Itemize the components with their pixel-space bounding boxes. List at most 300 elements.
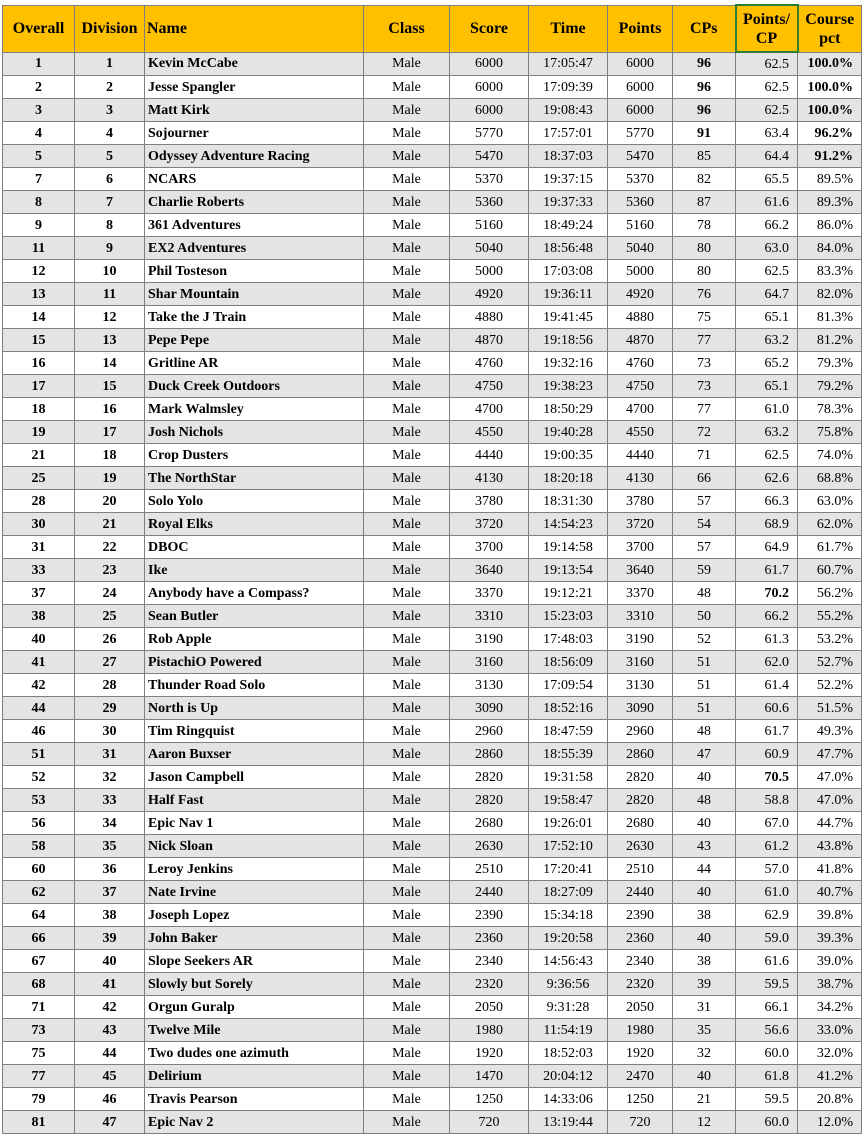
points-cell: 2960 [608,720,673,743]
cps-cell: 40 [673,1065,736,1088]
points-per-cp-cell: 56.6 [736,1019,798,1042]
class-cell: Male [364,812,450,835]
points-cell: 5470 [608,145,673,168]
cps-cell: 96 [673,76,736,99]
points-per-cp-cell: 61.0 [736,881,798,904]
overall-cell: 53 [3,789,75,812]
points-cell: 2860 [608,743,673,766]
time-cell: 13:19:44 [529,1111,608,1134]
points-cell: 1980 [608,1019,673,1042]
course-pct-cell: 39.0% [798,950,862,973]
table-row[interactable] [3,1042,862,1065]
table-row[interactable] [3,904,862,927]
name-cell: EX2 Adventures [145,237,364,260]
name-cell: Solo Yolo [145,490,364,513]
points-per-cp-cell: 61.8 [736,1065,798,1088]
name-cell: NCARS [145,168,364,191]
score-cell: 1920 [450,1042,529,1065]
points-per-cp-cell: 59.5 [736,1088,798,1111]
table-row[interactable] [3,283,862,306]
points-per-cp-cell: 61.7 [736,559,798,582]
name-cell: Mark Walmsley [145,398,364,421]
points-per-cp-cell: 58.8 [736,789,798,812]
class-cell: Male [364,214,450,237]
table-row[interactable] [3,651,862,674]
table-row[interactable] [3,122,862,145]
course-pct-cell: 96.2% [798,122,862,145]
name-cell: Charlie Roberts [145,191,364,214]
cps-cell: 43 [673,835,736,858]
table-row[interactable] [3,168,862,191]
class-cell: Male [364,306,450,329]
score-cell: 5370 [450,168,529,191]
course-pct-cell: 39.8% [798,904,862,927]
points-per-cp-cell: 65.1 [736,375,798,398]
name-cell: Orgun Guralp [145,996,364,1019]
time-cell: 18:31:30 [529,490,608,513]
course-pct-cell: 34.2% [798,996,862,1019]
score-cell: 2390 [450,904,529,927]
overall-cell: 56 [3,812,75,835]
score-cell: 2360 [450,927,529,950]
overall-cell: 4 [3,122,75,145]
cps-cell: 12 [673,1111,736,1134]
cps-cell: 52 [673,628,736,651]
course-pct-cell: 100.0% [798,52,862,76]
table-row[interactable] [3,789,862,812]
points-cell: 720 [608,1111,673,1134]
cps-cell: 78 [673,214,736,237]
table-row[interactable] [3,697,862,720]
table-row[interactable] [3,99,862,122]
points-per-cp-cell: 62.5 [736,76,798,99]
time-cell: 19:18:56 [529,329,608,352]
points-per-cp-cell: 61.7 [736,720,798,743]
table-row[interactable] [3,398,862,421]
points-per-cp-cell: 63.2 [736,329,798,352]
class-cell: Male [364,168,450,191]
cps-cell: 57 [673,536,736,559]
division-cell: 22 [75,536,145,559]
overall-cell: 58 [3,835,75,858]
overall-cell: 75 [3,1042,75,1065]
table-row[interactable] [3,237,862,260]
cps-cell: 31 [673,996,736,1019]
table-row[interactable] [3,1019,862,1042]
header-points[interactable]: Points [608,5,673,52]
course-pct-cell: 43.8% [798,835,862,858]
cps-cell: 40 [673,881,736,904]
name-cell: Josh Nichols [145,421,364,444]
points-cell: 1250 [608,1088,673,1111]
table-row[interactable] [3,835,862,858]
table-row[interactable] [3,674,862,697]
score-cell: 1470 [450,1065,529,1088]
class-cell: Male [364,605,450,628]
name-cell: Pepe Pepe [145,329,364,352]
overall-cell: 12 [3,260,75,283]
overall-cell: 15 [3,329,75,352]
cps-cell: 51 [673,651,736,674]
points-cell: 5770 [608,122,673,145]
points-cell: 3190 [608,628,673,651]
table-row[interactable] [3,559,862,582]
overall-cell: 52 [3,766,75,789]
points-per-cp-cell: 61.6 [736,950,798,973]
cps-cell: 77 [673,329,736,352]
cps-cell: 77 [673,398,736,421]
name-cell: Ike [145,559,364,582]
name-cell: Rob Apple [145,628,364,651]
course-pct-cell: 84.0% [798,237,862,260]
points-per-cp-cell: 63.4 [736,122,798,145]
table-row[interactable] [3,191,862,214]
division-cell: 13 [75,329,145,352]
table-row[interactable] [3,1111,862,1134]
time-cell: 18:52:03 [529,1042,608,1065]
table-row[interactable] [3,950,862,973]
time-cell: 17:09:54 [529,674,608,697]
course-pct-cell: 47.7% [798,743,862,766]
class-cell: Male [364,1042,450,1065]
course-pct-cell: 63.0% [798,490,862,513]
score-cell: 2440 [450,881,529,904]
header-division[interactable]: Division [75,5,145,52]
cps-cell: 38 [673,950,736,973]
table-row[interactable] [3,720,862,743]
table-row[interactable] [3,881,862,904]
name-cell: Shar Mountain [145,283,364,306]
course-pct-cell: 75.8% [798,421,862,444]
time-cell: 19:13:54 [529,559,608,582]
cps-cell: 80 [673,237,736,260]
points-cell: 4750 [608,375,673,398]
time-cell: 9:36:56 [529,973,608,996]
overall-cell: 38 [3,605,75,628]
score-cell: 3720 [450,513,529,536]
points-cell: 5160 [608,214,673,237]
points-cell: 4700 [608,398,673,421]
score-cell: 2680 [450,812,529,835]
overall-cell: 40 [3,628,75,651]
score-cell: 4870 [450,329,529,352]
overall-cell: 81 [3,1111,75,1134]
header-points-per-cp[interactable]: Points/ CP [736,5,798,52]
division-cell: 16 [75,398,145,421]
division-cell: 46 [75,1088,145,1111]
time-cell: 20:04:12 [529,1065,608,1088]
name-cell: Epic Nav 1 [145,812,364,835]
score-cell: 720 [450,1111,529,1134]
course-pct-cell: 33.0% [798,1019,862,1042]
points-cell: 2340 [608,950,673,973]
time-cell: 18:20:18 [529,467,608,490]
score-cell: 3370 [450,582,529,605]
time-cell: 15:34:18 [529,904,608,927]
points-cell: 6000 [608,76,673,99]
course-pct-cell: 20.8% [798,1088,862,1111]
table-row[interactable] [3,352,862,375]
division-cell: 39 [75,927,145,950]
cps-cell: 40 [673,927,736,950]
class-cell: Male [364,835,450,858]
overall-cell: 73 [3,1019,75,1042]
cps-cell: 48 [673,720,736,743]
time-cell: 19:40:28 [529,421,608,444]
cps-cell: 73 [673,352,736,375]
division-cell: 25 [75,605,145,628]
division-cell: 26 [75,628,145,651]
overall-cell: 14 [3,306,75,329]
time-cell: 14:56:43 [529,950,608,973]
header-course-pct[interactable]: Course pct [798,5,862,52]
points-cell: 4130 [608,467,673,490]
class-cell: Male [364,375,450,398]
division-cell: 43 [75,1019,145,1042]
overall-cell: 46 [3,720,75,743]
division-cell: 9 [75,237,145,260]
division-cell: 42 [75,996,145,1019]
course-pct-cell: 78.3% [798,398,862,421]
division-cell: 35 [75,835,145,858]
class-cell: Male [364,927,450,950]
cps-cell: 57 [673,490,736,513]
header-time[interactable]: Time [529,5,608,52]
table-row[interactable] [3,766,862,789]
header-name[interactable]: Name [145,5,364,52]
table-row[interactable] [3,536,862,559]
table-row[interactable] [3,1088,862,1111]
table-row[interactable] [3,306,862,329]
points-per-cp-cell: 62.5 [736,52,798,76]
cps-cell: 35 [673,1019,736,1042]
class-cell: Male [364,743,450,766]
name-cell: DBOC [145,536,364,559]
points-per-cp-cell: 65.5 [736,168,798,191]
division-cell: 32 [75,766,145,789]
division-cell: 40 [75,950,145,973]
division-cell: 29 [75,697,145,720]
name-cell: Royal Elks [145,513,364,536]
table-row[interactable] [3,375,862,398]
cps-cell: 72 [673,421,736,444]
course-pct-cell: 79.2% [798,375,862,398]
points-per-cp-cell: 62.6 [736,467,798,490]
points-cell: 2470 [608,1065,673,1088]
score-cell: 5160 [450,214,529,237]
points-per-cp-cell: 61.0 [736,398,798,421]
points-per-cp-cell: 63.2 [736,421,798,444]
points-per-cp-cell: 61.3 [736,628,798,651]
header-cps[interactable]: CPs [673,5,736,52]
score-cell: 2510 [450,858,529,881]
time-cell: 17:09:39 [529,76,608,99]
division-cell: 45 [75,1065,145,1088]
points-cell: 2680 [608,812,673,835]
name-cell: Odyssey Adventure Racing [145,145,364,168]
overall-cell: 64 [3,904,75,927]
class-cell: Male [364,513,450,536]
time-cell: 17:03:08 [529,260,608,283]
header-class[interactable]: Class [364,5,450,52]
division-cell: 2 [75,76,145,99]
header-score[interactable]: Score [450,5,529,52]
class-cell: Male [364,52,450,76]
table-row[interactable] [3,490,862,513]
score-cell: 3310 [450,605,529,628]
points-per-cp-cell: 63.0 [736,237,798,260]
course-pct-cell: 12.0% [798,1111,862,1134]
table-row[interactable] [3,628,862,651]
class-cell: Male [364,467,450,490]
course-pct-cell: 83.3% [798,260,862,283]
table-row[interactable] [3,973,862,996]
class-cell: Male [364,76,450,99]
table-row[interactable] [3,582,862,605]
time-cell: 18:55:39 [529,743,608,766]
class-cell: Male [364,444,450,467]
table-row[interactable] [3,214,862,237]
points-per-cp-cell: 61.2 [736,835,798,858]
points-per-cp-cell: 68.9 [736,513,798,536]
division-cell: 38 [75,904,145,927]
overall-cell: 66 [3,927,75,950]
course-pct-cell: 79.3% [798,352,862,375]
time-cell: 17:20:41 [529,858,608,881]
score-cell: 5470 [450,145,529,168]
overall-cell: 17 [3,375,75,398]
points-per-cp-cell: 61.4 [736,674,798,697]
class-cell: Male [364,122,450,145]
points-per-cp-cell: 59.0 [736,927,798,950]
table-row[interactable] [3,329,862,352]
table-row[interactable] [3,1065,862,1088]
points-per-cp-cell: 60.6 [736,697,798,720]
table-row[interactable] [3,996,862,1019]
table-row[interactable] [3,52,862,76]
points-per-cp-cell: 64.9 [736,536,798,559]
overall-cell: 77 [3,1065,75,1088]
points-per-cp-cell: 59.5 [736,973,798,996]
time-cell: 19:38:23 [529,375,608,398]
points-per-cp-cell: 64.4 [736,145,798,168]
points-cell: 3720 [608,513,673,536]
time-cell: 19:00:35 [529,444,608,467]
table-row[interactable] [3,812,862,835]
table-row[interactable] [3,145,862,168]
class-cell: Male [364,1065,450,1088]
division-cell: 4 [75,122,145,145]
table-row[interactable] [3,927,862,950]
time-cell: 19:32:16 [529,352,608,375]
division-cell: 36 [75,858,145,881]
course-pct-cell: 68.8% [798,467,862,490]
points-cell: 2320 [608,973,673,996]
class-cell: Male [364,145,450,168]
points-cell: 4550 [608,421,673,444]
course-pct-cell: 49.3% [798,720,862,743]
points-cell: 5360 [608,191,673,214]
division-cell: 8 [75,214,145,237]
table-row[interactable] [3,513,862,536]
division-cell: 23 [75,559,145,582]
cps-cell: 21 [673,1088,736,1111]
score-cell: 3640 [450,559,529,582]
overall-cell: 42 [3,674,75,697]
class-cell: Male [364,996,450,1019]
overall-cell: 79 [3,1088,75,1111]
overall-cell: 21 [3,444,75,467]
name-cell: Travis Pearson [145,1088,364,1111]
course-pct-cell: 91.2% [798,145,862,168]
class-cell: Male [364,1111,450,1134]
division-cell: 14 [75,352,145,375]
name-cell: Jason Campbell [145,766,364,789]
points-per-cp-cell: 60.0 [736,1042,798,1065]
score-cell: 3780 [450,490,529,513]
points-cell: 4920 [608,283,673,306]
cps-cell: 96 [673,99,736,122]
overall-cell: 62 [3,881,75,904]
division-cell: 47 [75,1111,145,1134]
table-row[interactable] [3,444,862,467]
time-cell: 17:05:47 [529,52,608,76]
cps-cell: 39 [673,973,736,996]
table-row[interactable] [3,743,862,766]
overall-cell: 9 [3,214,75,237]
score-cell: 2820 [450,766,529,789]
table-row[interactable] [3,467,862,490]
name-cell: North is Up [145,697,364,720]
class-cell: Male [364,536,450,559]
points-per-cp-cell: 67.0 [736,812,798,835]
table-row[interactable] [3,858,862,881]
cps-cell: 40 [673,812,736,835]
class-cell: Male [364,260,450,283]
name-cell: Take the J Train [145,306,364,329]
table-row[interactable] [3,605,862,628]
points-cell: 4880 [608,306,673,329]
table-row[interactable] [3,76,862,99]
score-cell: 4880 [450,306,529,329]
overall-cell: 68 [3,973,75,996]
score-cell: 3190 [450,628,529,651]
name-cell: Sean Butler [145,605,364,628]
table-row[interactable] [3,260,862,283]
time-cell: 15:23:03 [529,605,608,628]
points-cell: 3700 [608,536,673,559]
points-per-cp-cell: 60.9 [736,743,798,766]
class-cell: Male [364,99,450,122]
overall-cell: 25 [3,467,75,490]
points-per-cp-cell: 70.5 [736,766,798,789]
points-cell: 3130 [608,674,673,697]
name-cell: Gritline AR [145,352,364,375]
header-overall[interactable]: Overall [3,5,75,52]
class-cell: Male [364,1088,450,1111]
name-cell: Thunder Road Solo [145,674,364,697]
table-row[interactable] [3,421,862,444]
class-cell: Male [364,973,450,996]
name-cell: Leroy Jenkins [145,858,364,881]
name-cell: Jesse Spangler [145,76,364,99]
class-cell: Male [364,237,450,260]
time-cell: 14:54:23 [529,513,608,536]
time-cell: 19:26:01 [529,812,608,835]
division-cell: 18 [75,444,145,467]
time-cell: 19:08:43 [529,99,608,122]
course-pct-cell: 47.0% [798,789,862,812]
